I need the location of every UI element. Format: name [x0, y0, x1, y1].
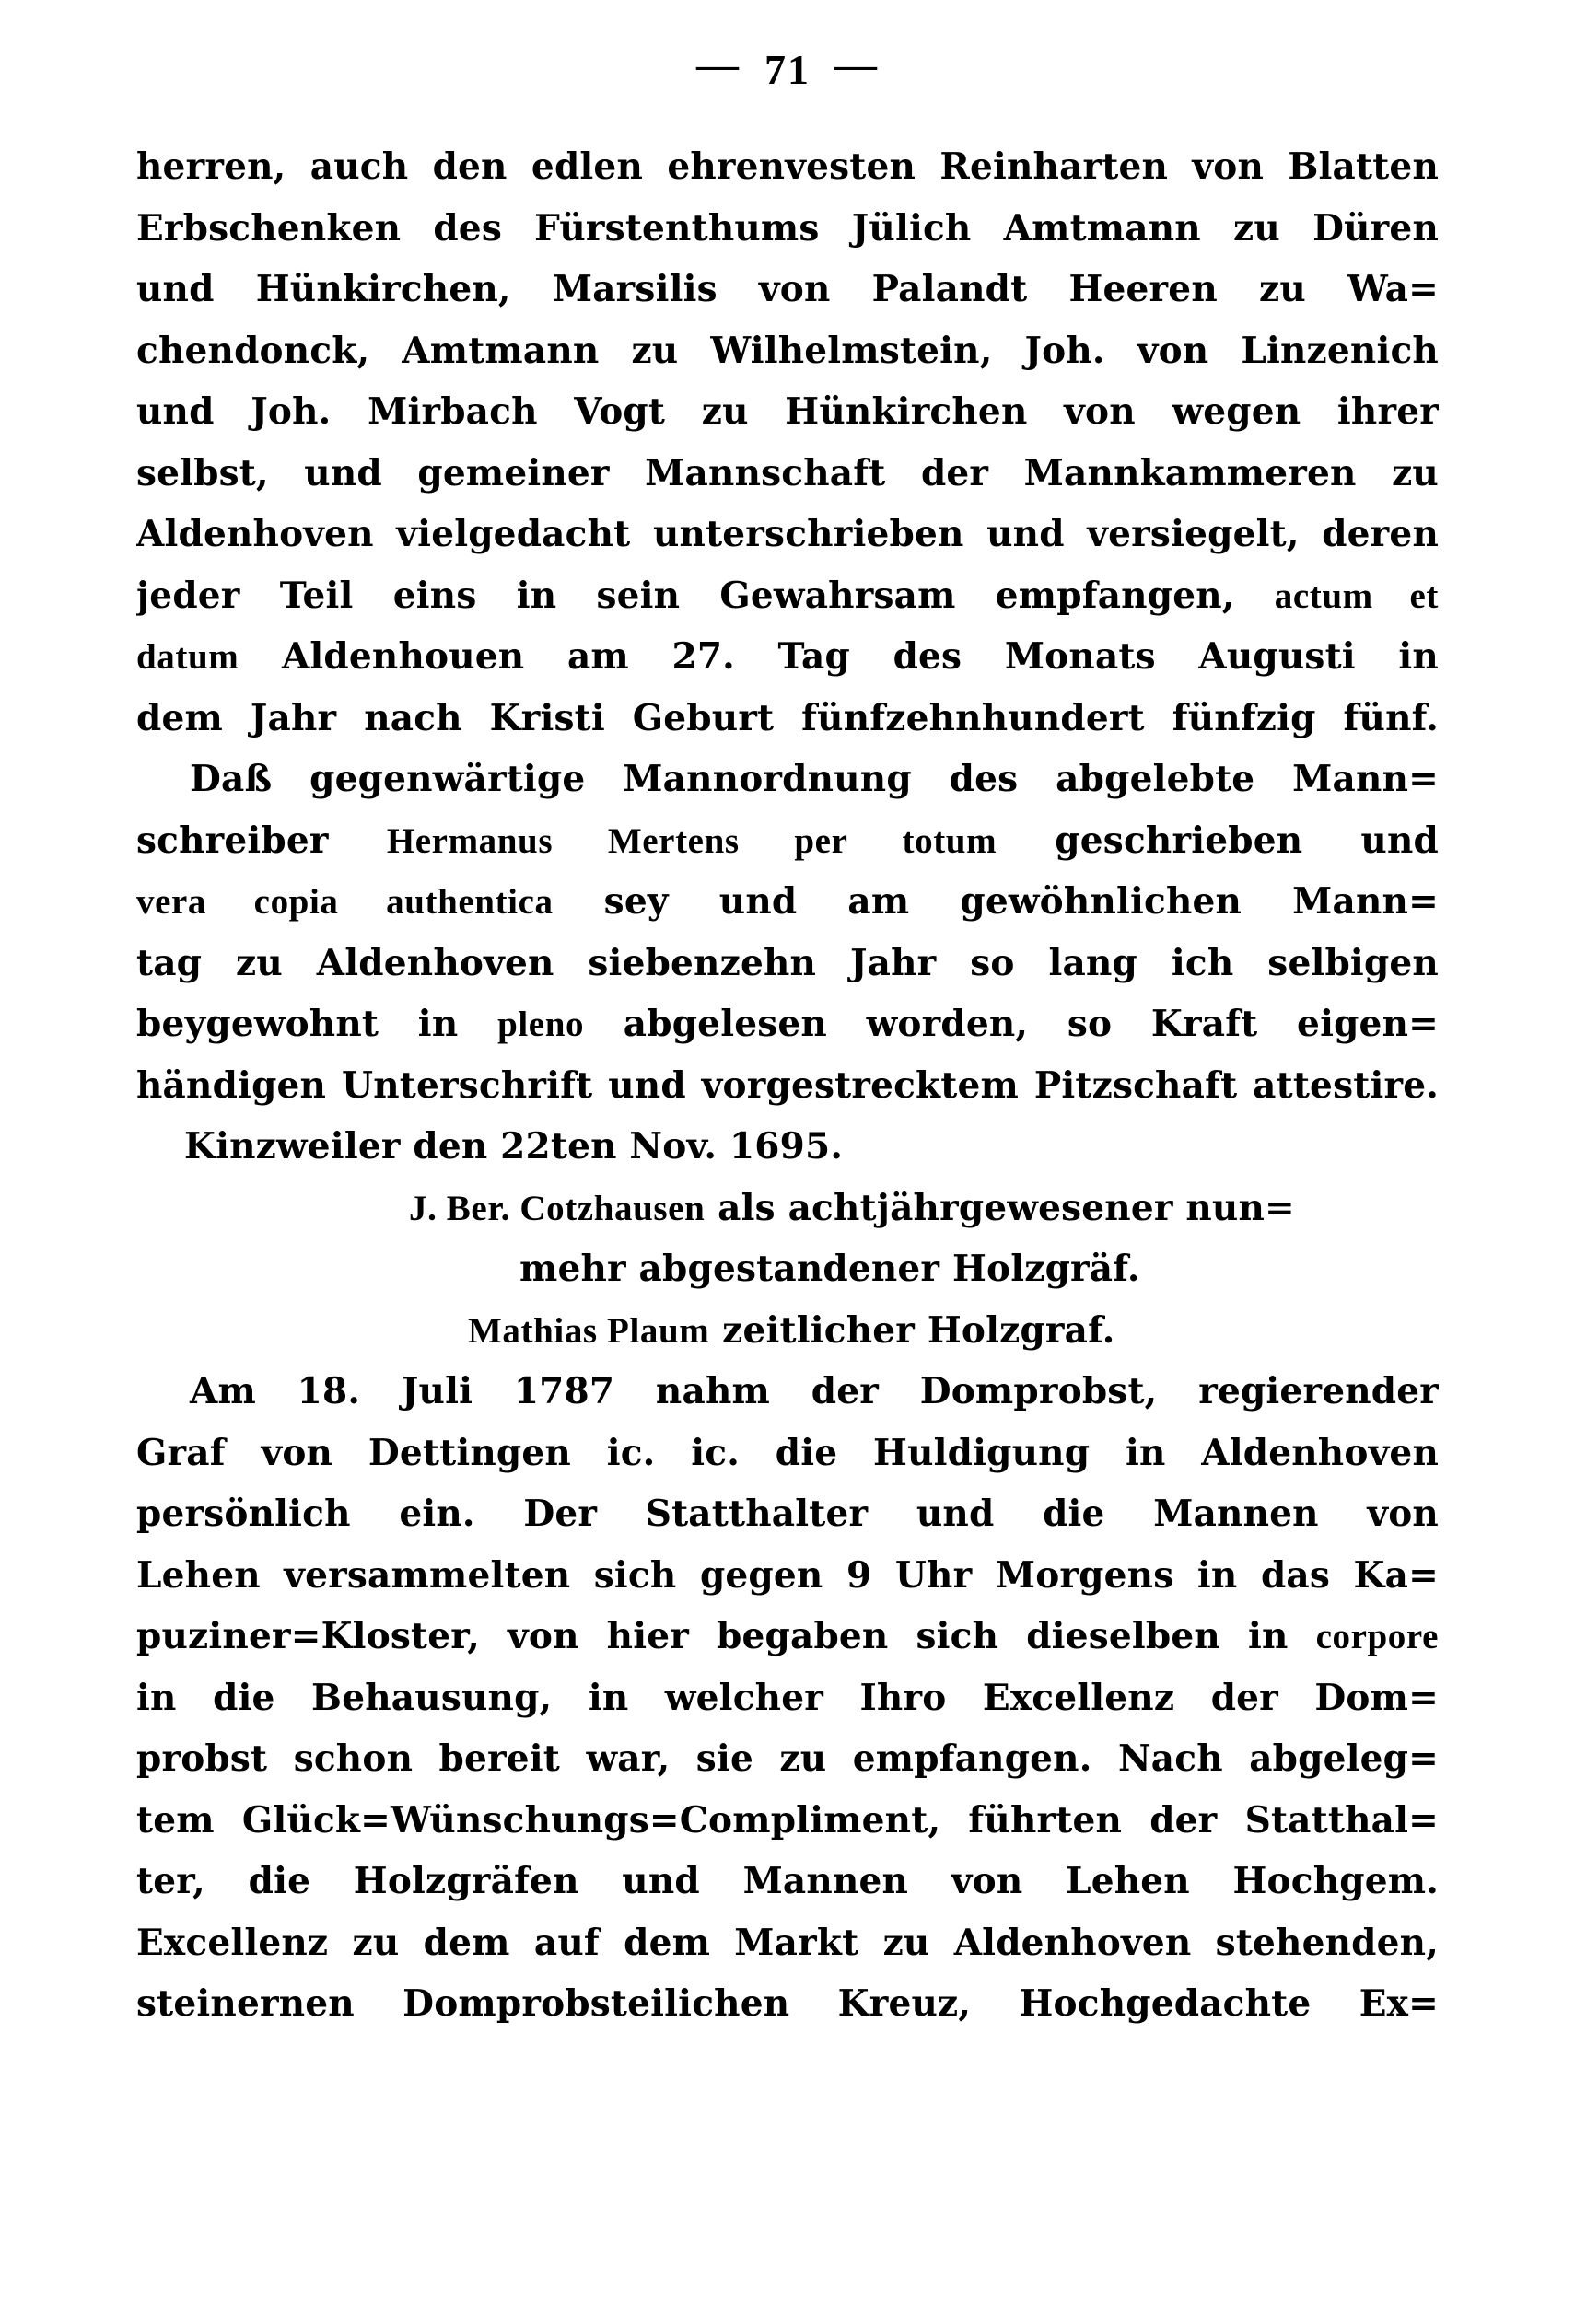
text-line	[136, 1790, 1439, 1852]
text-line	[136, 871, 1439, 933]
fraktur-text-segment: geschrieben und	[997, 819, 1439, 862]
fraktur-text-segment: ter, die Holzgräfen und Mannen von Lehen Hochgem.	[136, 1860, 1439, 1902]
fraktur-text-segment: Lehen versammelten sich gegen 9 Uhr Morgens in das Ka=	[136, 1553, 1439, 1597]
fraktur-text-segment: Aldenhoven vielgedacht unterschrieben und versiegelt, deren	[136, 513, 1439, 555]
fraktur-text-segment: dem Jahr nach Kristi Geburt fünfzehnhundert fünfzig fünf.	[136, 696, 1439, 739]
fraktur-text-segment: selbst, und gemeiner Mannschaft der Mannkammeren zu	[136, 451, 1439, 494]
fraktur-text-segment: als achtjährgewesener nun=	[705, 1186, 1295, 1229]
text-line	[136, 933, 1439, 994]
text-line	[136, 1545, 1439, 1607]
antiqua-text-segment: Mathias Plaum	[468, 1310, 710, 1351]
fraktur-text-segment: persönlich ein. Der Statthalter und die Mannen von	[136, 1493, 1439, 1535]
text-line	[136, 1055, 1439, 1117]
fraktur-text-segment: Graf von Dettingen ic. ic. die Huldigung in Aldenhoven	[136, 1431, 1439, 1474]
fraktur-text-segment: herren, auch den edlen ehrenvesten Reinharten von Blatten	[136, 145, 1439, 188]
fraktur-text-segment: händigen Unterschrift und vorgestrecktem Pitzschaft attestire.	[136, 1063, 1439, 1107]
fraktur-text-segment: beygewohnt in	[136, 1003, 498, 1045]
text-line	[136, 198, 1439, 260]
fraktur-text-segment: Daß gegenwärtige Mannordnung des abgelebte Mann=	[190, 758, 1439, 800]
text-line	[136, 1973, 1439, 2035]
fraktur-text-segment: jeder Teil eins in sein Gewahrsam empfangen,	[136, 574, 1275, 617]
text-line	[136, 1361, 1439, 1423]
page-number: 71	[764, 46, 811, 93]
text-line	[136, 320, 1439, 382]
fraktur-text-segment: in die Behausung, in welcher Ihro Excellenz der Dom=	[136, 1676, 1439, 1719]
text-line	[136, 1728, 1439, 1790]
antiqua-text-segment: J. Ber. Cotzhausen	[409, 1188, 706, 1228]
fraktur-text-segment: Excellenz zu dem auf dem Markt zu Aldenhoven stehenden,	[136, 1921, 1439, 1964]
text-line	[136, 810, 1439, 872]
text-line	[136, 1423, 1439, 1484]
fraktur-text-segment: Am 18. Juli 1787 nahm der Domprobst, regierender	[190, 1370, 1439, 1412]
fraktur-text-segment: Aldenhouen am 27. Tag des Monats Augusti in	[239, 635, 1439, 678]
page-header	[136, 42, 1439, 98]
text-line	[136, 749, 1439, 810]
text-line	[136, 626, 1439, 688]
text-line	[136, 1606, 1439, 1667]
text-line	[136, 259, 1439, 320]
antiqua-text-segment: pleno	[497, 1005, 585, 1044]
text-line	[136, 1667, 1439, 1729]
fraktur-text-segment: tem Glück=Wünschungs=Compliment, führten der Statthal=	[136, 1798, 1439, 1842]
fraktur-text-segment: und Joh. Mirbach Vogt zu Hünkirchen von wegen ihrer	[136, 390, 1439, 433]
header-right-dash: —	[834, 41, 879, 87]
antiqua-text-segment: datum	[136, 637, 239, 677]
fraktur-text-segment: mehr abgestandener Holzgräf.	[519, 1248, 1140, 1290]
antiqua-text-segment: vera copia authentica	[136, 882, 554, 922]
text-line	[136, 1300, 1439, 1362]
fraktur-text-segment: tag zu Aldenhoven siebenzehn Jahr so lang ich selbigen	[136, 941, 1439, 984]
fraktur-text-segment: zeitlicher Holzgraf.	[709, 1308, 1115, 1352]
text-line	[136, 1851, 1439, 1912]
antiqua-text-segment: Hermanus Mertens per totum	[386, 820, 998, 861]
fraktur-text-segment: puziner=Kloster, von hier begaben sich dieselben in	[136, 1615, 1316, 1657]
text-line	[136, 1178, 1439, 1239]
text-line	[136, 565, 1439, 627]
text-line	[136, 1116, 1439, 1178]
antiqua-text-segment: corpore	[1315, 1617, 1439, 1656]
fraktur-text-segment: chendonck, Amtmann zu Wilhelmstein, Joh. von Linzenich	[136, 329, 1439, 372]
header-left-dash: —	[696, 41, 741, 87]
text-line	[136, 994, 1439, 1055]
fraktur-text-segment: Kinzweiler den 22ten Nov. 1695.	[184, 1125, 844, 1168]
fraktur-text-segment: abgelesen worden, so Kraft eigen=	[584, 1003, 1439, 1045]
fraktur-text-segment: Erbschenken des Fürstenthums Jülich Amtmann zu Düren	[136, 206, 1439, 250]
text-line	[136, 504, 1439, 565]
fraktur-text-segment: sey und am gewöhnlichen Mann=	[553, 880, 1439, 923]
text-line	[136, 688, 1439, 749]
fraktur-text-segment: probst schon bereit war, sie zu empfangen. Nach abgeleg=	[136, 1737, 1439, 1780]
text-line	[136, 136, 1439, 198]
text-line	[136, 1238, 1439, 1300]
text-block	[136, 136, 1439, 2035]
fraktur-text-segment: schreiber	[136, 819, 387, 862]
fraktur-text-segment: und Hünkirchen, Marsilis von Palandt Heeren zu Wa=	[136, 268, 1439, 310]
text-line	[136, 381, 1439, 443]
text-line	[136, 1483, 1439, 1545]
fraktur-text-segment: steinernen Domprobsteilichen Kreuz, Hochgedachte Ex=	[136, 1982, 1439, 2025]
antiqua-text-segment: actum et	[1274, 575, 1439, 616]
text-line	[136, 1912, 1439, 1974]
text-line	[136, 443, 1439, 505]
